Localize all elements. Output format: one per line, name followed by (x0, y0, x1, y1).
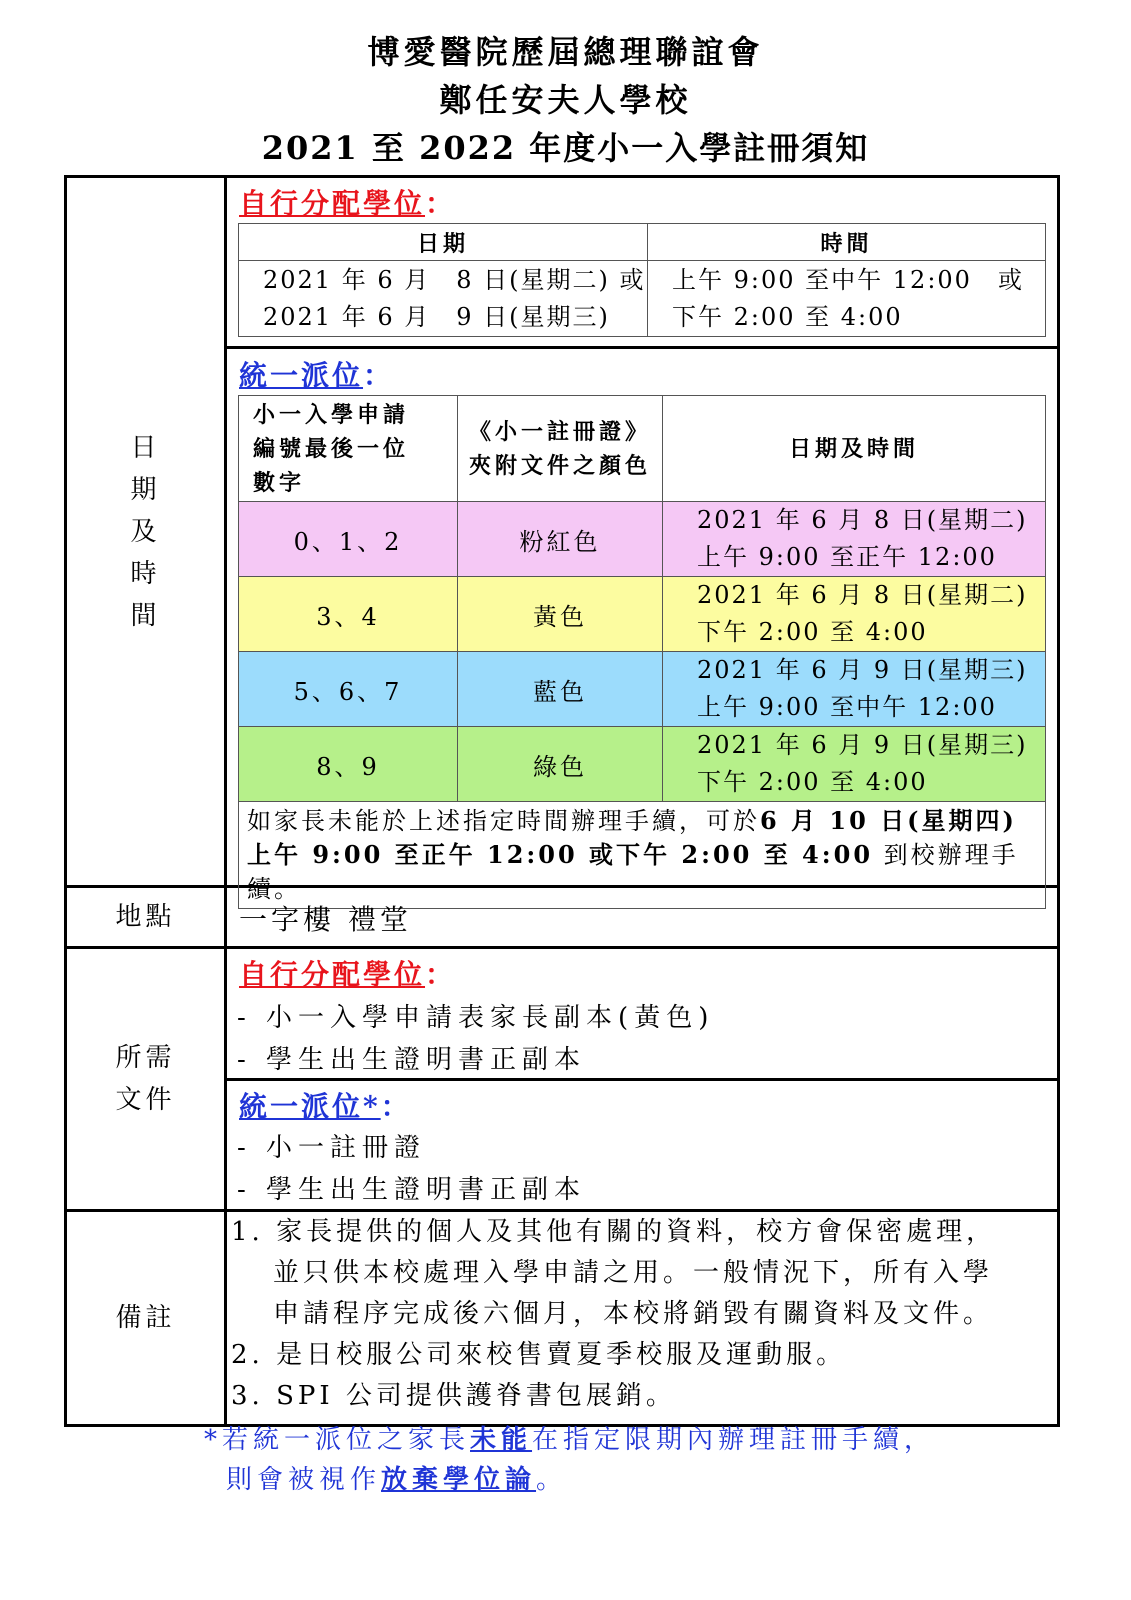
self-dates-cell: 2021 年 6 月 8 日(星期二) 或 2021 年 6 月 9 日(星期三) (239, 261, 648, 337)
allocation-row: 3、4 黃色 2021 年 6 月 8 日(星期二) 下午 2:00 至 4:00 (239, 577, 1046, 652)
date-time-content (227, 178, 1057, 903)
divider (227, 1078, 1057, 1081)
docs-central-heading: 統一派位*： (239, 1090, 409, 1123)
docs-self-heading: 自行分配學位： (239, 958, 454, 991)
notice-title: 2021 至 2022 年度小一入學註冊須知 (261, 129, 870, 167)
footer-note: *若統一派位之家長未能在指定限期內辦理註冊手續， 則會被視作放棄學位論。 (204, 1425, 936, 1495)
row-remarks (67, 1212, 1057, 1424)
col-date-header: 日期 (239, 224, 648, 261)
label-location: 地點 (67, 888, 227, 946)
title-block (0, 28, 1131, 172)
docs-central-item: - 學生出生證明書正副本 (237, 1175, 587, 1205)
col-color-header: 《小一註冊證》 夾附文件之顏色 (458, 396, 663, 502)
remark-item-3: 3. SPI 公司提供護脊書包展銷。 (231, 1381, 676, 1411)
late-registration-note: 如家長未能於上述指定時間辦理手續，可於6 月 10 日(星期四) 上午 9:00 至正午 12:00 或下午 2:00 至 4:00 到校辦理手續。 (239, 802, 1046, 909)
divider (227, 346, 1057, 349)
self-allocation-table (238, 223, 1046, 337)
allocation-row: 0、1、2 粉紅色 2021 年 6 月 8 日(星期二) 上午 9:00 至正午 12:00 (239, 502, 1046, 577)
central-allocation-heading: 統一派位： (239, 359, 392, 392)
col-digit-header: 小一入學申請 編號最後一位 數字 (239, 396, 458, 502)
org-title: 博愛醫院歷屆總理聯誼會 (367, 33, 764, 71)
allocation-row: 8、9 綠色 2021 年 6 月 9 日(星期三) 下午 2:00 至 4:00 (239, 727, 1046, 802)
col-datetime-header: 日期及時間 (663, 396, 1046, 502)
location-value: 一字樓 禮堂 (239, 903, 412, 936)
row-location (67, 888, 1057, 949)
docs-self-item: - 學生出生證明書正副本 (237, 1045, 587, 1075)
school-title: 鄭任安夫人學校 (439, 81, 692, 119)
remark-item-1: 1. 家長提供的個人及其他有關的資料，校方會保密處理， 並只供本校處理入學申請之用。一般情況下，所有入學 申請程序完成後六個月，本校將銷毀有關資料及文件。 (231, 1217, 997, 1329)
label-remarks: 備註 (67, 1212, 227, 1424)
remark-item-2: 2. 是日校服公司來校售賣夏季校服及運動服。 (231, 1340, 847, 1370)
docs-self-item: - 小一入學申請表家長副本(黃色) (237, 1003, 715, 1033)
label-documents: 所需 文件 (67, 949, 227, 1209)
row-documents (67, 949, 1057, 1212)
row-date-time (67, 178, 1057, 903)
self-allocation-heading: 自行分配學位： (239, 187, 454, 220)
label-date-time: 日 期 及 時 間 (67, 178, 227, 885)
self-times-cell: 上午 9:00 至中午 12:00 或 下午 2:00 至 4:00 (648, 261, 1046, 337)
registration-table (64, 175, 1060, 1427)
docs-central-item: - 小一註冊證 (237, 1133, 427, 1163)
col-time-header: 時間 (648, 224, 1046, 261)
central-allocation-table (238, 395, 1046, 909)
allocation-row: 5、6、7 藍色 2021 年 6 月 9 日(星期三) 上午 9:00 至中午 12:00 (239, 652, 1046, 727)
